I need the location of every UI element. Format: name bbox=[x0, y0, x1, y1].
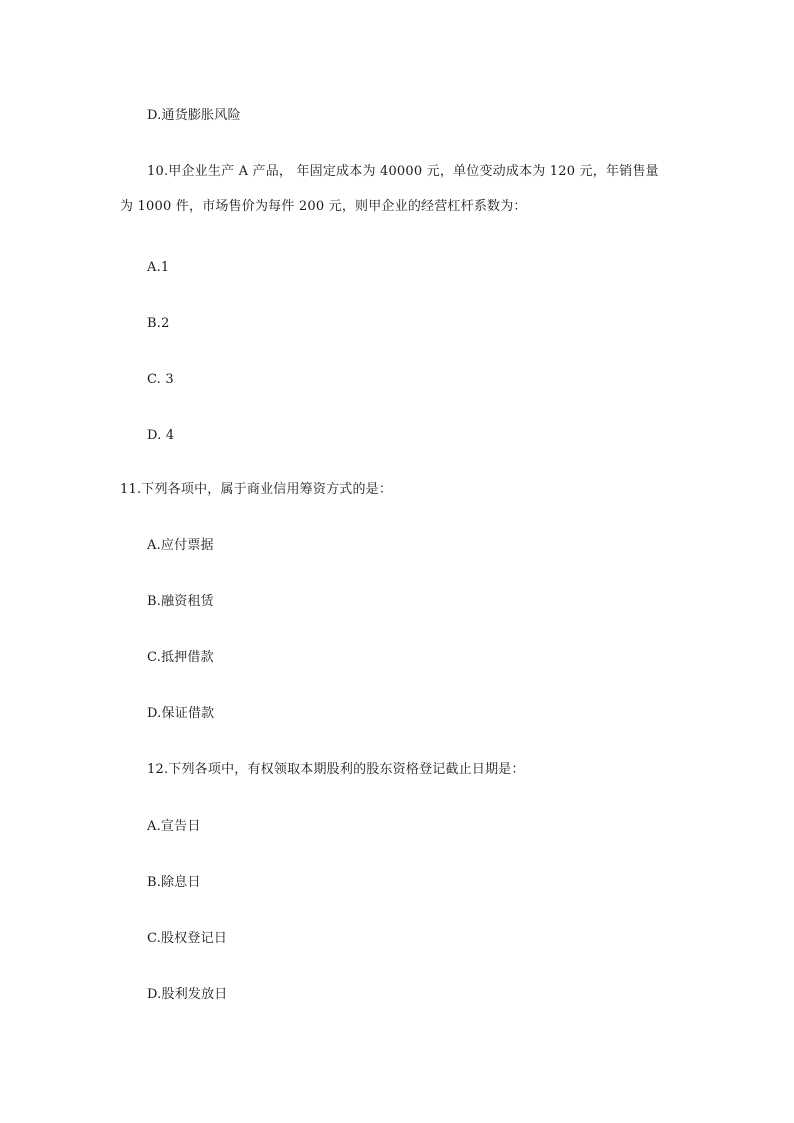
q11-option-a: A.应付票据 bbox=[147, 538, 214, 553]
q10-option-a: A.1 bbox=[147, 260, 170, 275]
q11-stem: 11.下列各项中，属于商业信用筹资方式的是： bbox=[120, 482, 393, 497]
q12-option-b: B.除息日 bbox=[147, 875, 201, 890]
q12-stem: 12.下列各项中，有权领取本期股利的股东资格登记截止日期是： bbox=[147, 762, 525, 777]
q10-option-d: D. 4 bbox=[147, 428, 175, 443]
q11-option-c: C.抵押借款 bbox=[147, 650, 214, 665]
q12-option-d: D.股利发放日 bbox=[147, 987, 228, 1002]
q10-option-b: B.2 bbox=[147, 316, 170, 331]
q10-stem-line1: 10.甲企业生产 A 产品， 年固定成本为 40000 元，单位变动成本为 120 元，年销售量 bbox=[147, 164, 659, 179]
q11-option-b: B.融资租赁 bbox=[147, 594, 214, 609]
q12-option-a: A.宣告日 bbox=[147, 819, 201, 834]
q9-option-d: D.通货膨胀风险 bbox=[147, 108, 241, 123]
q12-option-c: C.股权登记日 bbox=[147, 931, 228, 946]
q11-option-d: D.保证借款 bbox=[147, 706, 215, 721]
q10-option-c: C. 3 bbox=[147, 372, 174, 387]
q10-stem-line2: 为 1000 件，市场售价为每件 200 元，则甲企业的经营杠杆系数为： bbox=[120, 199, 527, 214]
